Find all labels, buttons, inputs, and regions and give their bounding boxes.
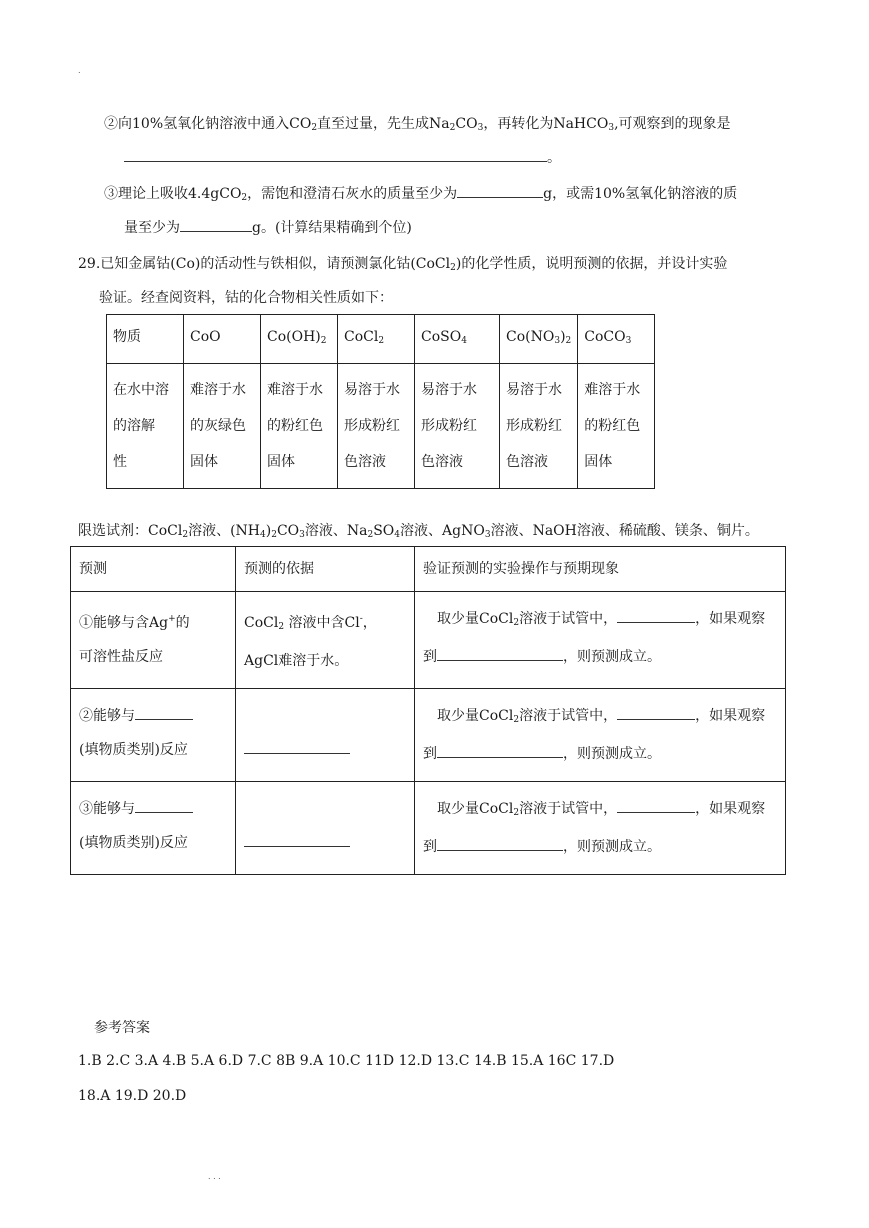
table-row	[71, 592, 786, 689]
answer-blank[interactable]	[437, 836, 563, 851]
header-cell: CoSO$_4$	[415, 315, 500, 364]
basis-cell	[236, 782, 415, 875]
table-cell: 难溶于水 的粉红色 固体	[261, 364, 338, 489]
header-cell: $Co(NO_3)_2$	[500, 315, 578, 364]
prediction-cell: ③能够与 (填物质类别)反应	[71, 782, 236, 875]
answer-blank[interactable]	[617, 798, 695, 813]
answer-blank[interactable]	[180, 217, 252, 232]
header-cell: $Co(OH)_2$	[261, 315, 338, 364]
header-cell: CoCO$_3$	[578, 315, 655, 364]
table-header-row	[71, 547, 786, 592]
answer-blank[interactable]	[135, 798, 193, 813]
reagents-line: 限选试剂：CoCl$_2$溶液、$(NH_4)_2CO_3$溶液、$Na_2SO_4$溶液、AgNO$_3$溶液、NaOH溶液、稀硫酸、镁条、铜片。	[78, 523, 759, 540]
table-row	[71, 782, 786, 875]
answer-blank[interactable]	[124, 147, 547, 162]
row-label-cell: 在水中溶 的溶解 性	[107, 364, 184, 489]
table-cell: 难溶于水 的灰绿色 固体	[184, 364, 261, 489]
answers-line-2: 18.A 19.D 20.D	[78, 1088, 187, 1104]
page-corner-mark: .	[78, 66, 81, 75]
answer-blank[interactable]	[244, 832, 350, 847]
answer-blank[interactable]	[244, 739, 350, 754]
table-cell: 易溶于水 形成粉红 色溶液	[415, 364, 500, 489]
answer-blank[interactable]	[437, 743, 563, 758]
answers-line-1: 1.B 2.C 3.A 4.B 5.A 6.D 7.C 8B 9.A 10.C 11D 12.D 13.C 14.B 15.A 16C 17.D	[78, 1053, 615, 1069]
answer-blank[interactable]	[617, 608, 695, 623]
operation-cell: 取少量CoCl$_2$溶液于试管中， ，如果观察 到 ，则预测成立。	[415, 782, 786, 875]
page-footer-mark: . . .	[208, 1172, 221, 1181]
answer-blank[interactable]	[457, 183, 543, 198]
operation-cell: 取少量CoCl$_2$溶液于试管中， ，如果观察 到 ，则预测成立。	[415, 592, 786, 689]
header-cell: CoO	[184, 315, 261, 364]
header-cell: 验证预测的实验操作与预期现象	[415, 547, 786, 592]
operation-cell: 取少量CoCl$_2$溶液于试管中， ，如果观察 到 ，则预测成立。	[415, 689, 786, 782]
basis-cell	[236, 689, 415, 782]
answers-title: 参考答案	[94, 1020, 150, 1036]
prediction-cell: ①能够与含Ag+的 可溶性盐反应	[71, 592, 236, 689]
header-cell: CoCl$_2$	[338, 315, 415, 364]
question-2-answer-blank: 。	[124, 147, 561, 167]
question-2-line1: ②向10%氢氧化钠溶液中通入$CO_2$直至过量，先生成$Na_2CO_3$，再转化为NaHCO$_3$,可观察到的现象是	[104, 116, 731, 133]
question-3-line2: 量至少为 g。(计算结果精确到个位)	[124, 217, 412, 237]
basis-cell: CoCl$_2$ 溶液中含Cl-， AgCl难溶于水。	[236, 592, 415, 689]
table-cell: 难溶于水 的粉红色 固体	[578, 364, 655, 489]
table-cell: 易溶于水 形成粉红 色溶液	[338, 364, 415, 489]
answer-blank[interactable]	[617, 705, 695, 720]
cobalt-compound-properties-table	[106, 314, 655, 489]
prediction-table	[70, 546, 786, 875]
table-header-row	[107, 315, 655, 364]
question-3-line1: ③理论上吸收4.4gCO$_2$，需饱和澄清石灰水的质量至少为 g，或需10%氢氧化钠溶液的质	[104, 183, 737, 203]
table-row	[107, 364, 655, 489]
header-cell: 物质	[107, 315, 184, 364]
header-cell: 预测的依据	[236, 547, 415, 592]
answer-blank[interactable]	[437, 646, 563, 661]
header-cell: 预测	[71, 547, 236, 592]
table-row	[71, 689, 786, 782]
prediction-cell: ②能够与 (填物质类别)反应	[71, 689, 236, 782]
answer-blank[interactable]	[135, 705, 193, 720]
question-29-line2: 验证。经查阅资料，钴的化合物相关性质如下：	[99, 290, 393, 306]
question-29-line1: 29.已知金属钴(Co)的活动性与铁相似，请预测氯化钴(CoCl$_2$)的化学性质，说明预测的依据，并设计实验	[78, 256, 728, 273]
table-cell: 易溶于水 形成粉红 色溶液	[500, 364, 578, 489]
